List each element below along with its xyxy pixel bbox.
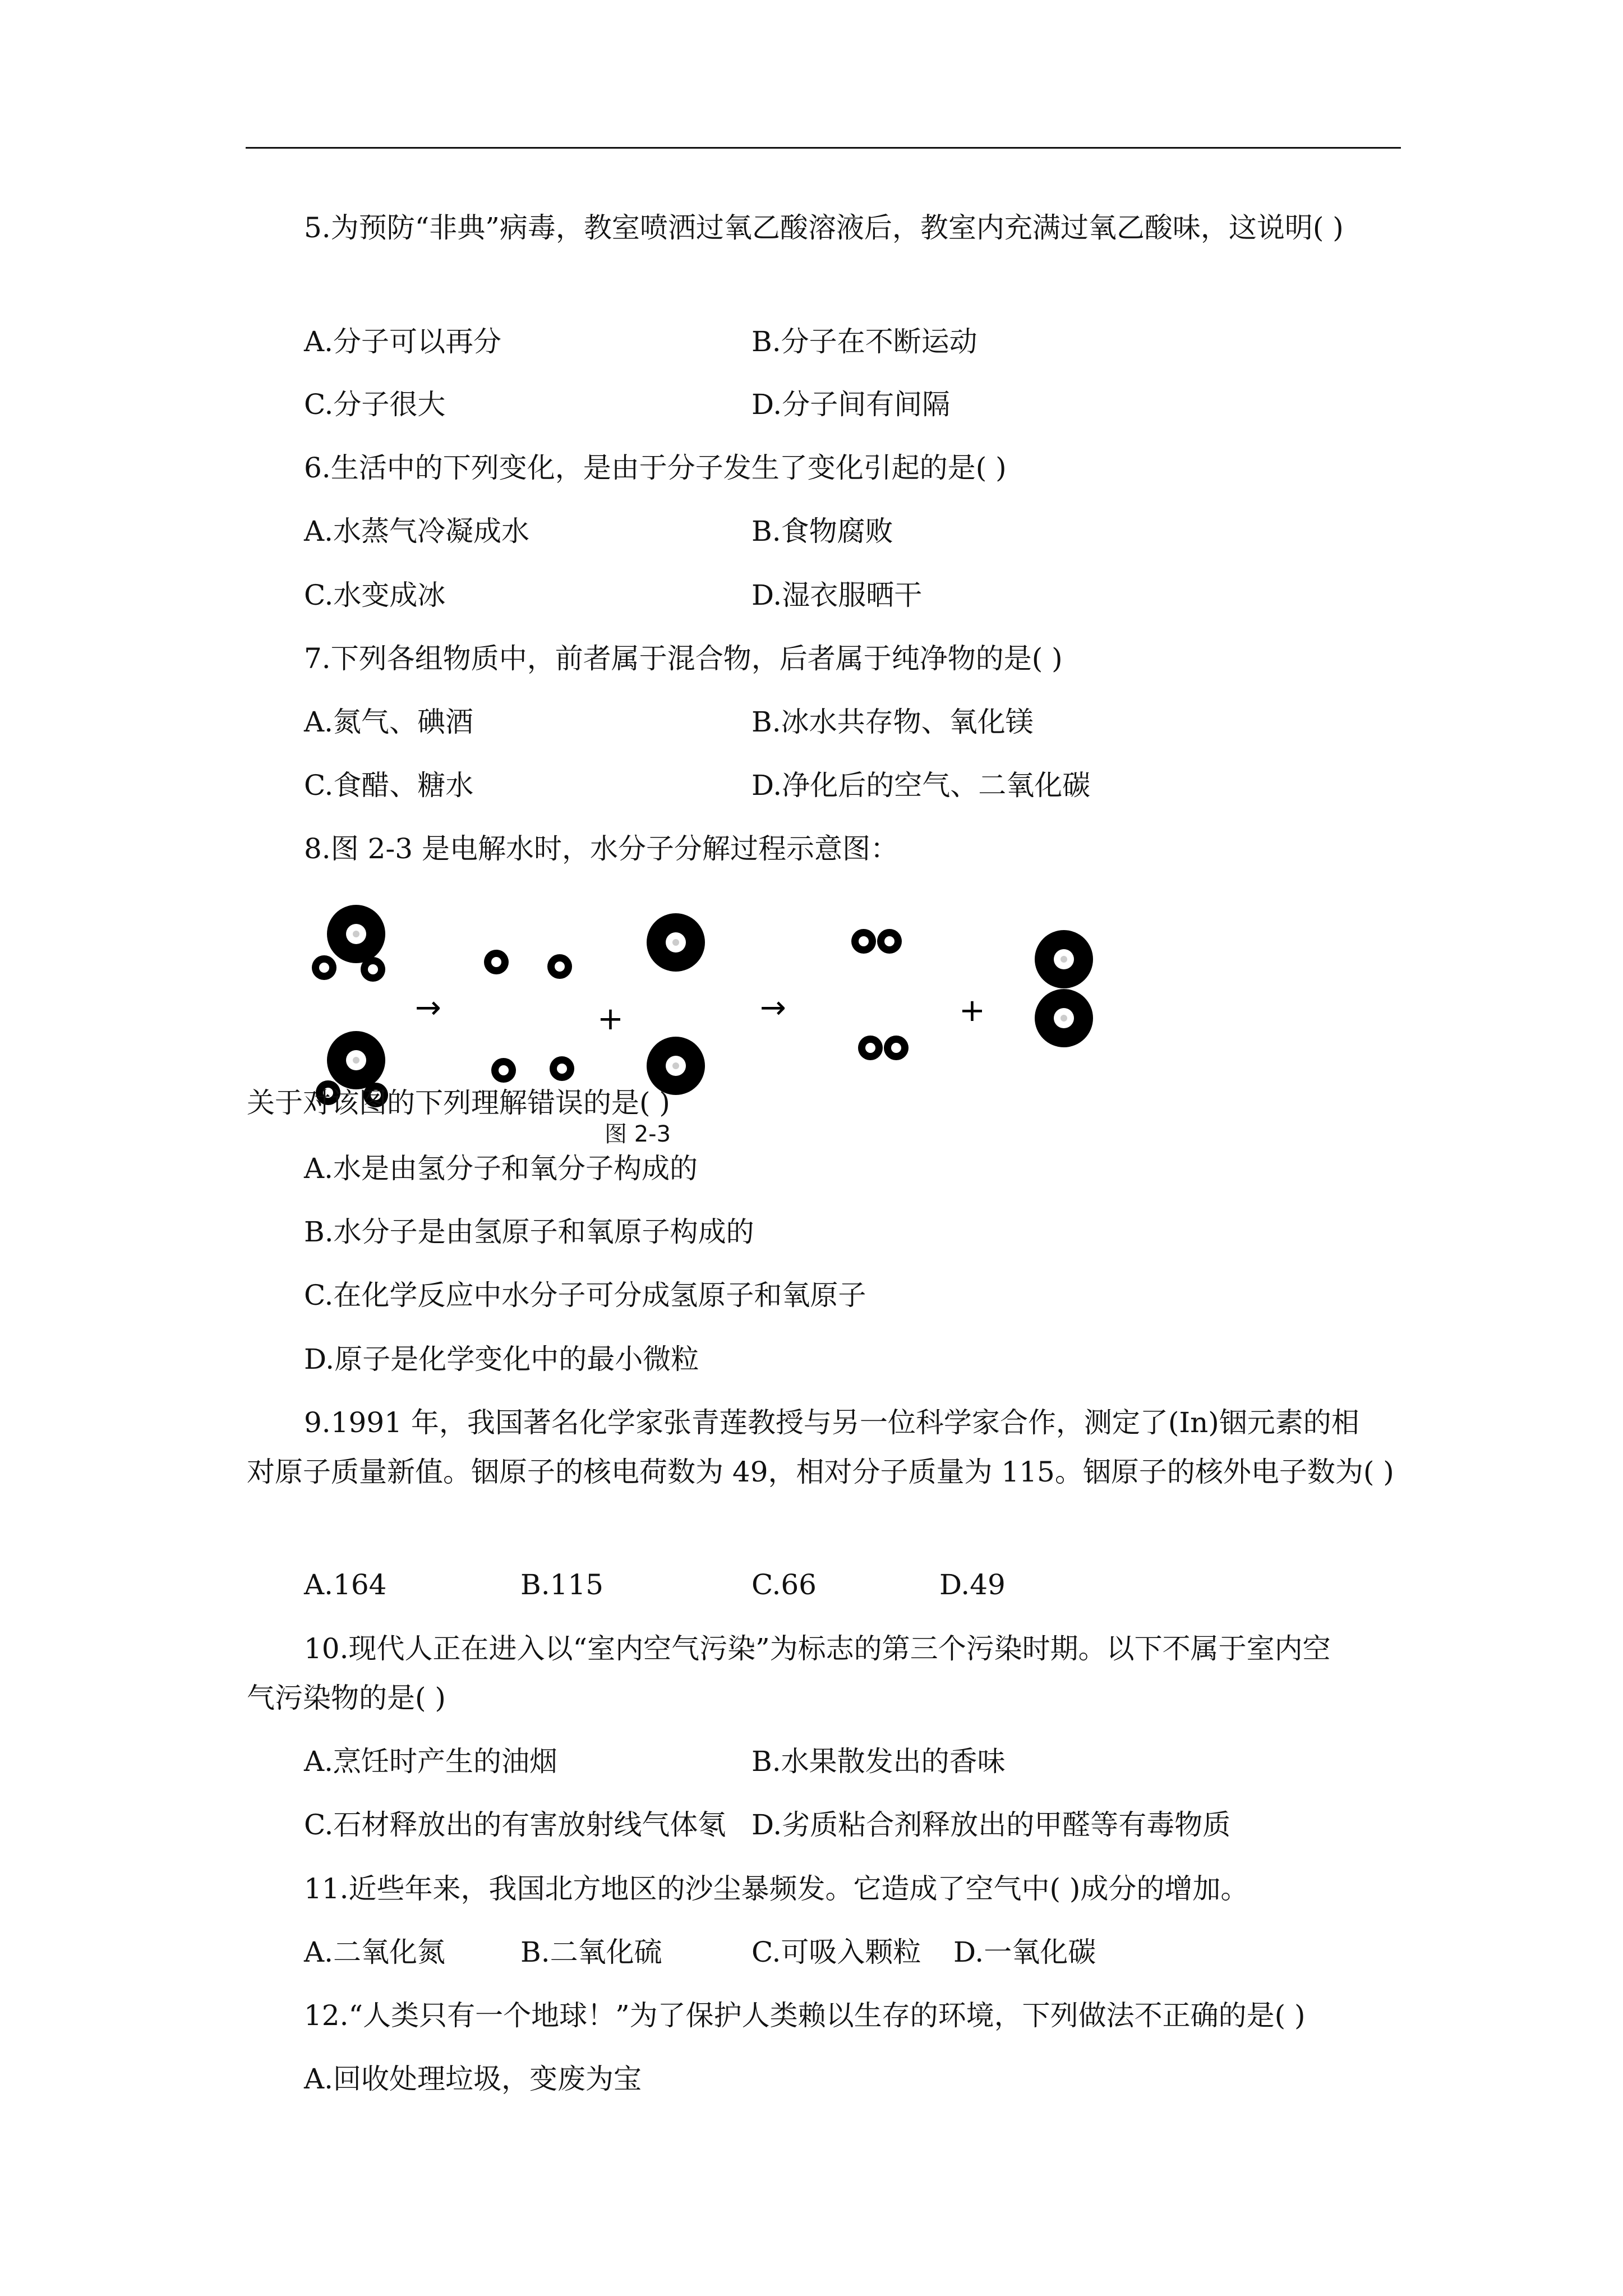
q9-option-b: B.115 bbox=[520, 1568, 604, 1601]
q5-option-b: B.分子在不断运动 bbox=[751, 325, 978, 358]
q11-option-c: C.可吸入颗粒 bbox=[751, 1936, 921, 1968]
plus-2: + bbox=[959, 992, 985, 1029]
q12-stem: 12.“人类只有一个地球！”为了保护人类赖以生存的环境，下列做法不正确的是( ) bbox=[304, 1999, 1306, 2032]
q6-option-d: D.湿衣服晒干 bbox=[751, 579, 923, 611]
q7-option-c: C.食醋、糖水 bbox=[304, 769, 474, 802]
q9-stem-line1: 9.1991 年，我国著名化学家张青莲教授与另一位科学家合作，测定了(In)铟元素的相 bbox=[304, 1406, 1359, 1439]
q5-stem: 5.为预防“非典”病毒，教室喷洒过氧乙酸溶液后，教室内充满过氧乙酸味，这说明( ) bbox=[304, 211, 1344, 244]
hydrogen-atom-icon bbox=[491, 1058, 516, 1083]
water-molecule-icon bbox=[312, 905, 385, 982]
q10-option-d: D.劣质粘合剂释放出的甲醛等有毒物质 bbox=[751, 1809, 1231, 1841]
q11-stem: 11.近些年来，我国北方地区的沙尘暴频发。它造成了空气中( )成分的增加。 bbox=[304, 1872, 1249, 1905]
q10-option-c: C.石材释放出的有害放射线气体氡 bbox=[304, 1809, 726, 1841]
q5-option-a: A.分子可以再分 bbox=[304, 325, 502, 358]
hydrogen-atom-icon bbox=[550, 1056, 574, 1081]
hydrogen-atom-icon bbox=[547, 954, 572, 979]
q8-option-c: C.在化学反应中水分子可分成氢原子和氧原子 bbox=[304, 1279, 866, 1312]
q11-option-b: B.二氧化硫 bbox=[520, 1936, 662, 1968]
figure-caption: 图 2-3 bbox=[605, 1121, 671, 1147]
plus-1: + bbox=[597, 1001, 624, 1037]
q5-option-d: D.分子间有间隔 bbox=[751, 388, 951, 421]
q8-option-d: D.原子是化学变化中的最小微粒 bbox=[304, 1343, 699, 1375]
q11-option-a: A.二氧化氮 bbox=[304, 1936, 446, 1968]
q9-option-d: D.49 bbox=[939, 1568, 1006, 1601]
hydrogen-atom-icon bbox=[484, 950, 509, 974]
hydrogen-molecule-icon bbox=[858, 1036, 909, 1060]
hydrogen-molecule-icon bbox=[851, 929, 902, 954]
q9-option-a: A.164 bbox=[304, 1568, 387, 1601]
q6-option-a: A.水蒸气冷凝成水 bbox=[304, 515, 530, 547]
arrow-2: → bbox=[760, 990, 786, 1026]
q11-option-d: D.一氧化碳 bbox=[953, 1936, 1096, 1968]
q6-option-b: B.食物腐败 bbox=[751, 515, 893, 547]
q6-option-c: C.水变成冰 bbox=[304, 579, 446, 611]
oxygen-atom-icon bbox=[647, 913, 705, 972]
q8-option-a: A.水是由氢分子和氧分子构成的 bbox=[304, 1152, 698, 1185]
q8-question: 关于对该图的下列理解错误的是( ) bbox=[247, 1087, 670, 1119]
q9-option-c: C.66 bbox=[751, 1568, 817, 1601]
q8-stem: 8.图 2-3 是电解水时，水分子分解过程示意图： bbox=[304, 832, 899, 865]
header-rule bbox=[246, 147, 1401, 149]
q10-stem-line1: 10.现代人正在进入以“室内空气污染”为标志的第三个污染时期。以下不属于室内空 bbox=[304, 1632, 1331, 1665]
q5-option-c: C.分子很大 bbox=[304, 388, 446, 421]
q10-stem-line2: 气污染物的是( ) bbox=[247, 1682, 446, 1714]
q8-option-b: B.水分子是由氢原子和氧原子构成的 bbox=[304, 1216, 754, 1248]
q7-stem: 7.下列各组物质中，前者属于混合物，后者属于纯净物的是( ) bbox=[304, 642, 1063, 675]
arrow-1: → bbox=[415, 990, 441, 1026]
q9-stem-line2: 对原子质量新值。铟原子的核电荷数为 49，相对分子质量为 115。铟原子的核外电子数为( ) bbox=[247, 1456, 1394, 1488]
oxygen-molecule-icon bbox=[1035, 930, 1093, 1047]
q12-option-a: A.回收处理垃圾，变废为宝 bbox=[304, 2063, 642, 2095]
q10-option-a: A.烹饪时产生的油烟 bbox=[304, 1745, 558, 1778]
q7-option-b: B.冰水共存物、氧化镁 bbox=[751, 706, 1034, 738]
q7-option-a: A.氮气、碘酒 bbox=[304, 706, 474, 738]
q10-option-b: B.水果散发出的香味 bbox=[751, 1745, 1006, 1778]
q7-option-d: D.净化后的空气、二氧化碳 bbox=[751, 769, 1091, 802]
q6-stem: 6.生活中的下列变化，是由于分子发生了变化引起的是( ) bbox=[304, 452, 1007, 484]
